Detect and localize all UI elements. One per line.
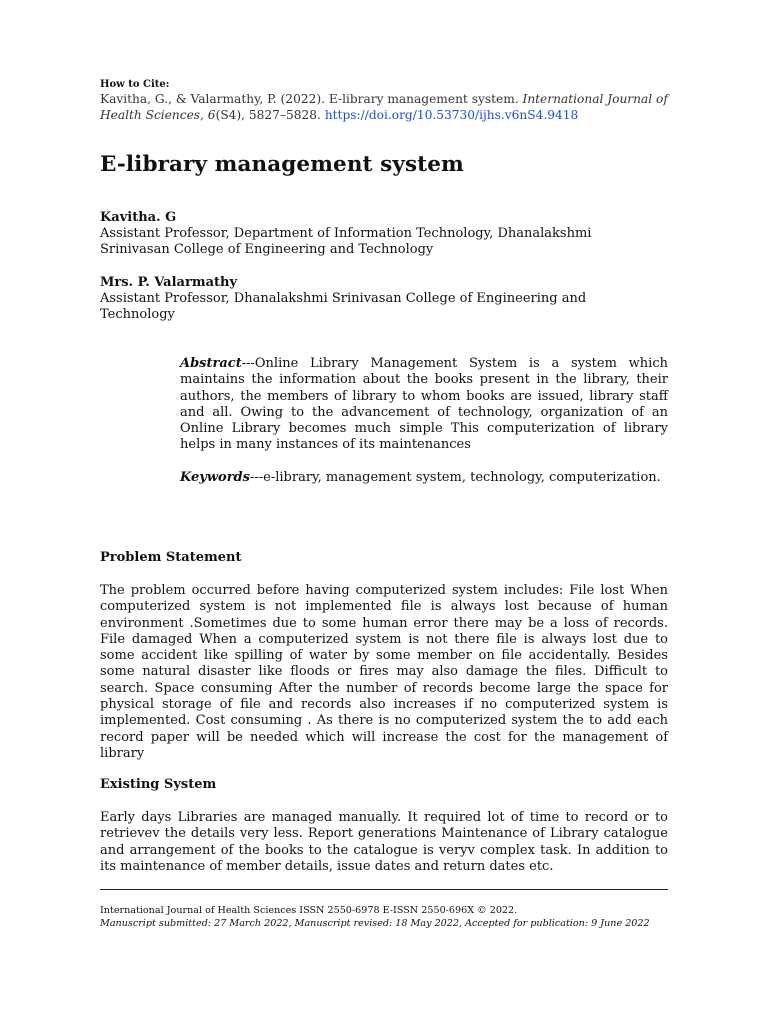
section-heading: Existing System <box>100 777 217 792</box>
keywords-label: Keywords <box>180 469 250 485</box>
footer-divider <box>100 889 668 890</box>
citation-authors-year: Kavitha, G., & Valarmathy, P. (2022). E-library management system. <box>100 92 523 106</box>
author-affiliation: Assistant Professor, Dhanalakshmi Srinivasan College of Engineering and Technology <box>100 291 587 322</box>
how-to-cite-label: How to Cite: <box>100 79 170 90</box>
section-body: The problem occurred before having computerized system includes: File lost When computerized system is not implemented file is always lost because of human environment .Sometimes due to some human error there may be a loss of records. File damaged When a computerized system is not there file is always lost due to some accident like spilling of water by some member on file accidentally. Besides some natural disaster like floods or fires may also damage the files. Difficult to search. Space consuming After the number of records become large the space for physical storage of file and records also increases if no computerized system is implemented. Cost consuming . As there is no computerized system the to add each record paper will be needed which will increase the cost for the management of library <box>100 583 668 761</box>
author-block <box>100 275 660 323</box>
abstract-label: Abstract <box>180 356 242 371</box>
author-name: Mrs. P. Valarmathy <box>100 275 238 290</box>
citation-issue-pages: (S4), 5827–5828. <box>215 108 325 122</box>
doi-link[interactable]: https://doi.org/10.53730/ijhs.v6nS4.9418 <box>324 108 579 122</box>
abstract-block <box>180 356 668 486</box>
keywords-paragraph <box>180 470 668 486</box>
author-affiliation: Assistant Professor, Department of Information Technology, Dhanalakshmi Srinivasan College of Engineering and Technology <box>100 226 592 257</box>
section-heading: Problem Statement <box>100 550 242 565</box>
citation-text <box>100 91 675 123</box>
citation-journal: International Journal of Health Sciences, 6 <box>100 92 668 122</box>
keywords-text: ---e-library, management system, technology, computerization. <box>249 469 661 485</box>
footer-manuscript-dates: Manuscript submitted: 27 March 2022, Manuscript revised: 18 May 2022, Accepted for publication: 9 June 2022 <box>100 918 650 929</box>
footer-journal-info: International Journal of Health Sciences ISSN 2550-6978 E-ISSN 2550-696X © 2022. <box>100 905 518 916</box>
author-name: Kavitha. G <box>100 210 177 225</box>
abstract-text: ---Online Library Management System is a system which maintains the information about the books present in the library, their authors, the members of library to whom books are issued, library staff and all. Owing to the advancement of technology, organization of an Online Library becomes much simple This computerization of library helps in many instances of its maintenances <box>180 356 668 453</box>
section-body: Early days Libraries are managed manually. It required lot of time to record or to retrievev the details very less. Report generations Maintenance of Library catalogue and arrangement of the books to the catalogue is veryv complex task. In addition to its maintenance of member details, issue dates and return dates etc. <box>100 810 668 874</box>
abstract-paragraph <box>180 356 668 454</box>
paper-title: E-library management system <box>100 152 464 177</box>
author-block <box>100 210 660 258</box>
